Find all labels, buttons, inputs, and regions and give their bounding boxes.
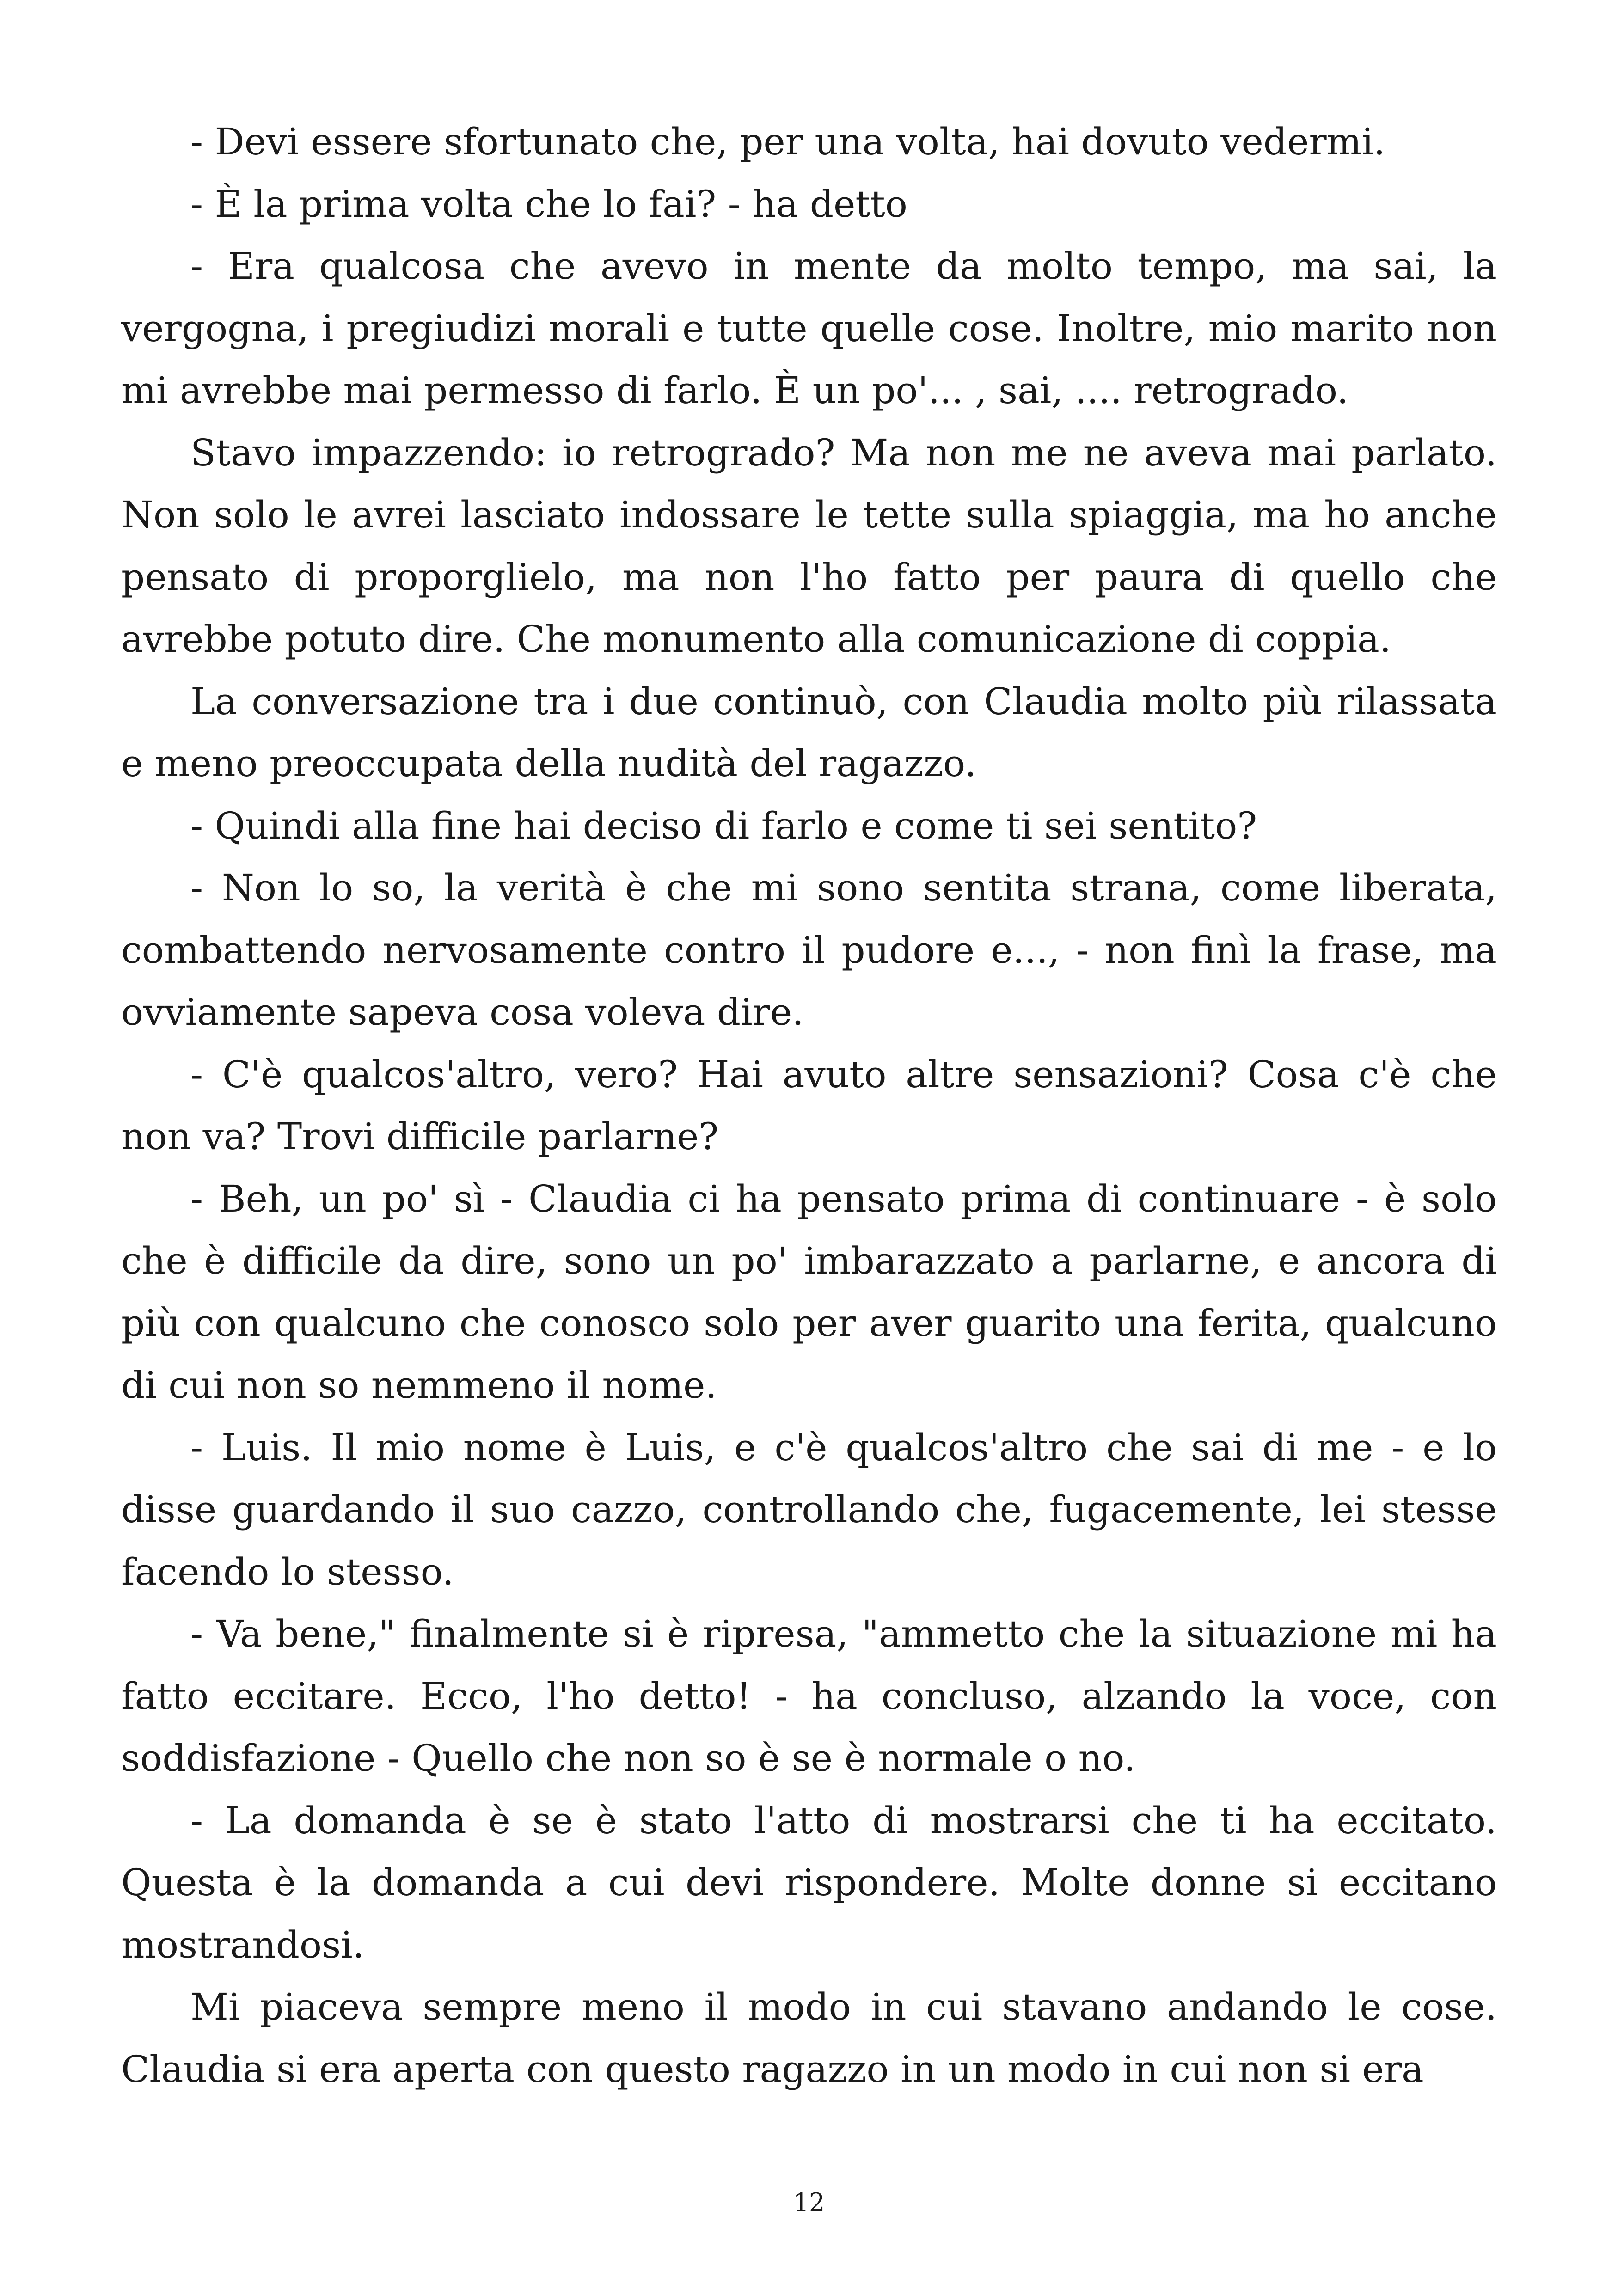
paragraph: - Beh, un po' sì - Claudia ci ha pensato prima di continuare - è solo che è difficile da dire, sono un po' imbarazzato a parlarne, e ancora di più con qualcuno che conosco solo per aver guarito una ferita, qualcuno di cui non so nemmeno il nome.: [121, 1177, 1497, 1407]
paragraph: Stavo impazzendo: io retrogrado? Ma non me ne aveva mai parlato. Non solo le avrei lasciato indossare le tette sulla spiaggia, ma ho anche pensato di proporglielo, ma non l'ho fatto per paura di quello che avrebbe potuto dire. Che monumento alla comunicazione di coppia.: [121, 431, 1497, 661]
paragraph: - Va bene," finalmente si è ripresa, "ammetto che la situazione mi ha fatto eccitare. Ecco, l'ho detto! - ha concluso, alzando la voce, con soddisfazione - Quello che non so è se è normale o no.: [121, 1612, 1497, 1780]
paragraph: - La domanda è se è stato l'atto di mostrarsi che ti ha eccitato. Questa è la domanda a cui devi rispondere. Molte donne si eccitano mostrandosi.: [121, 1799, 1497, 1966]
paragraph: - Devi essere sfortunato che, per una volta, hai dovuto vedermi.: [190, 120, 1385, 163]
paragraph: Mi piaceva sempre meno il modo in cui stavano andando le cose. Claudia si era aperta con questo ragazzo in un modo in cui non si era: [121, 1985, 1497, 2091]
body-text: [121, 111, 1497, 2100]
paragraph: - C'è qualcos'altro, vero? Hai avuto altre sensazioni? Cosa c'è che non va? Trovi difficile parlarne?: [121, 1053, 1497, 1158]
paragraph: La conversazione tra i due continuò, con Claudia molto più rilassata e meno preoccupata della nudità del ragazzo.: [121, 680, 1497, 785]
paragraph: - Quindi alla fine hai deciso di farlo e come ti sei sentito?: [190, 804, 1257, 847]
paragraph: - È la prima volta che lo fai? - ha detto: [190, 182, 907, 226]
paragraph: - Non lo so, la verità è che mi sono sentita strana, come liberata, combattendo nervosamente contro il pudore e..., - non finì la frase, ma ovviamente sapeva cosa voleva dire.: [121, 866, 1497, 1034]
paragraph: - Era qualcosa che avevo in mente da molto tempo, ma sai, la vergogna, i pregiudizi morali e tutte quelle cose. Inoltre, mio marito non mi avrebbe mai permesso di farlo. È un po'... , sai, .... retrogrado.: [121, 245, 1497, 412]
page-number: 12: [793, 2188, 825, 2217]
paragraph: - Luis. Il mio nome è Luis, e c'è qualcos'altro che sai di me - e lo disse guardando il suo cazzo, controllando che, fugacemente, lei stesse facendo lo stesso.: [121, 1426, 1497, 1593]
